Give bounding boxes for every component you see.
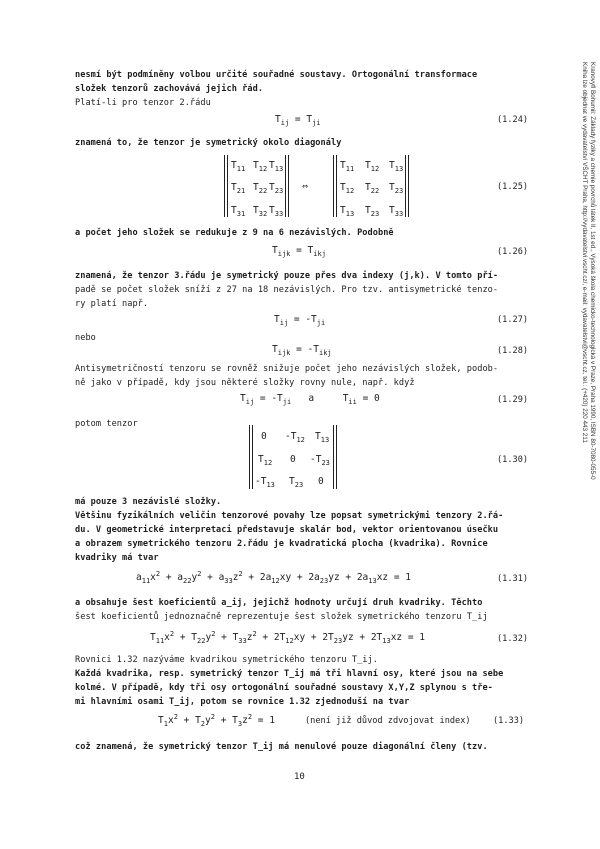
equation-number-1-26: (1.26) — [497, 247, 529, 257]
text-line-20: Rovnici 1.32 nazýváme kvadrikou symetrického tenzoru T_ij. — [75, 655, 378, 665]
equation-number-1-29: (1.29) — [497, 395, 529, 405]
text-line-19: šest koeficientů jednoznačně reprezentuje šest složek symetrického tenzoru T_ij — [75, 612, 488, 622]
equation-number-1-30: (1.30) — [497, 455, 529, 465]
equation-1-33: $T_1x^2 + T_2y^2 + T_3z^2 = 1$ — [158, 713, 275, 729]
text-line-10: Antisymetričností tenzoru se rovněž snižuje počet jeho nezávislých složek, podob- — [75, 364, 499, 374]
text-line-21: Každá kvadrika, resp. symetrický tenzor T_ij má tři hlavní osy, které jsou na sebe — [75, 669, 504, 679]
double-arrow-icon: ⇔ — [302, 181, 309, 192]
equation-number-1-24: (1.24) — [497, 115, 529, 125]
equation-number-1-31: (1.31) — [497, 574, 529, 584]
text-line-18: a obsahuje šest koeficientů a_ij, jejichž hodnoty určují druh kvadriky. Těchto — [75, 598, 483, 608]
text-line-14: Většinu fyzikálních veličin tenzorové povahy lze popsat symetrickými tenzory 2.řá- — [75, 511, 504, 521]
text-line-7: padě se počet složek sníží z 27 na 18 nezávislých. Pro tzv. antisymetrické tenzo- — [75, 285, 499, 295]
side-note-line-1: Kranovyfl Bohumil: Základy fyziky a chemie povrchů látek II, 1st ed., Vysoká škola chemicko-technologická v Praze, Praha 1990, ISBN 80-7080-055-0 — [589, 62, 596, 480]
document-page: Kranovyfl Bohumil: Základy fyziky a chemie povrchů látek II, 1st ed., Vysoká škola chemicko-technologická v Praze, Praha 1990, ISBN 80-7080-055-0 Kniha lze objednat ve vydavatelství VŠCHT Praha, http://vydavatelstvi.vscht.cz/, e-mail: vydavatelstvi@vscht.cz, tel.: (+420) 220 443 211 nesmí být podmíněny volbou určité souřadné soustavy. Ortogonální transformace složek tenzorů zachovává jejich řád. Platí-li pro tenzor 2.řádu $T_{ij} = T_{ji}$ (1.24) znamená to, že tenzor je symetrický okolo diagonály $T_{11}$ $T_{12}$ $T_{13}$ $T_{21}$ $T_{22}$ $T_{23}$ $T_{31}$ $T_{32}$ $T_{33}$ ⇔ $T_{11}$ $T_{12}$ $T_{13}$ $T_{12}$ $T_{22}$ $T_{23}$ $T_{13}$ $T_{23}$ $T_{33}$ (1.25) a počet jeho složek se redukuje z 9 na 6 nezávislých. Podobně $T_{ijk} = T_{ikj}$ (1.26) znamená, že tenzor 3.řádu je symetrický pouze přes dva indexy (j,k). V tomto pří- padě se počet složek sníží z 27 na 18 nezávislých. Pro tzv. antisymetrické tenzo- ry platí např. $T_{ij} = -T_{ji}$ (1.27) nebo $T_{ijk} = -T_{ikj}$ (1.28) Antisymetričností tenzoru se rovněž snižuje počet jeho nezávislých složek, podob- ně jako v případě, kdy jsou některé složky rovny nule, např. když $T_{ij} = -T_{ji}$ a $T_{ii} = 0$ (1.29) potom tenzor 0 $-T_{12}$ $T_{13}$ $T_{12}$ 0 $-T_{23}$ $-T_{13}$ $T_{23}$ 0 (1.30) má pouze 3 nezávislé složky. Většinu fyzikálních veličin tenzorové povahy lze popsat symetrickými tenzory 2.řá- du. V geometrické interpretaci představuje skalár bod, vektor orientovanou úsečku a obrazem symetrického tenzoru 2.řádu je kvadratická plocha (kvadrika). Rovnice kvadriky má tvar $a_{11}x^2 + a_{22}y^2 + a_{33}z^2 + 2a_{12}xy + 2a_{23}yz + 2a_{13}xz = 1$ (1.31) a obsahuje šest koeficientů a_ij, jejichž hodnoty určují druh kvadriky. Těchto šest koeficientů jednoznačně reprezentuje šest složek symetrického tenzoru T_ij $T_{11}x^2 + T_{22}y^2 + T_{33}z^2 + 2T_{12}xy + 2T_{23}yz + 2T_{13}xz = 1$ (1.32) Rovnici 1.32 nazýváme kvadrikou symetrického tenzoru T_ij. Každá kvadrika, resp. symetrický tenzor T_ij má tři hlavní osy, které jsou na sebe kolmé. V případě, kdy tři osy ortogonální souřadné soustavy X,Y,Z splynou s tře- mi hlavními osami T_ij, potom se rovnice 1.32 zjednoduší na tvar $T_1x^2 + T_2y^2 + T_3z^2 = 1$ (není již důvod zdvojovat index) (1.33) což znamená, že symetrický tenzor T_ij má nenulové pouze diagonální členy (tzv. 10 — [75, 62, 596, 782]
text-line-16: a obrazem symetrického tenzoru 2.řádu je kvadratická plocha (kvadrika). Rovnice — [75, 539, 488, 549]
side-margin-note — [580, 62, 596, 480]
text-line-5: a počet jeho složek se redukuje z 9 na 6 nezávislých. Podobně — [75, 228, 394, 238]
text-line-24: což znamená, že symetrický tenzor T_ij má nenulové pouze diagonální členy (tzv. — [75, 742, 488, 752]
text-line-6: znamená, že tenzor 3.řádu je symetrický pouze přes dva indexy (j,k). V tomto pří- — [75, 271, 499, 281]
text-line-12: potom tenzor — [75, 419, 138, 429]
equation-number-1-27: (1.27) — [497, 315, 529, 325]
side-note-line-2: Kniha lze objednat ve vydavatelství VŠCHT Praha, http://vydavatelstvi.vscht.cz/, e-mail: vydavatelstvi@vscht.cz, tel.: (+420) 220 443 211 — [581, 62, 588, 443]
equation-number-1-33: (1.33) — [493, 716, 525, 726]
equation-1-27: $T_{ij} = -T_{ji}$ — [274, 314, 326, 327]
equation-1-26: $T_{ijk} = T_{ikj}$ — [272, 245, 326, 258]
text-line-13: má pouze 3 nezávislé složky. — [75, 497, 222, 507]
page-number: 10 — [294, 772, 305, 782]
equation-1-31: $a_{11}x^2 + a_{22}y^2 + a_{33}z^2 + 2a_{12}xy + 2a_{23}yz + 2a_{13}xz = 1$ — [136, 570, 412, 586]
text-line-1: nesmí být podmíněny volbou určité souřadné soustavy. Ortogonální transformace — [75, 70, 478, 80]
equation-1-28: $T_{ijk} = -T_{ikj}$ — [272, 344, 332, 357]
text-line-2: složek tenzorů zachovává jejich řád. — [75, 84, 264, 94]
text-line-15: du. V geometrické interpretaci představuje skalár bod, vektor orientovanou úsečku — [75, 525, 499, 535]
text-line-9: nebo — [75, 333, 96, 343]
equation-number-1-32: (1.32) — [497, 634, 529, 644]
text-line-3: Platí-li pro tenzor 2.řádu — [75, 98, 211, 108]
text-line-17: kvadriky má tvar — [75, 553, 159, 563]
text-line-22: kolmé. V případě, kdy tři osy ortogonální souřadné soustavy X,Y,Z splynou s tře- — [75, 683, 493, 693]
equation-1-33-note: (není již důvod zdvojovat index) — [305, 716, 471, 726]
text-line-11: ně jako v případě, kdy jsou některé složky rovny nule, např. když — [75, 378, 415, 388]
text-line-8: ry platí např. — [75, 299, 149, 309]
equation-number-1-28: (1.28) — [497, 346, 529, 356]
text-line-4: znamená to, že tenzor je symetrický okolo diagonály — [75, 138, 342, 148]
equation-1-24: $T_{ij} = T_{ji}$ — [275, 114, 321, 127]
equation-1-32: $T_{11}x^2 + T_{22}y^2 + T_{33}z^2 + 2T_{12}xy + 2T_{23}yz + 2T_{13}xz = 1$ — [150, 630, 426, 646]
equation-number-1-25: (1.25) — [497, 182, 529, 192]
text-line-23: mi hlavními osami T_ij, potom se rovnice 1.32 zjednoduší na tvar — [75, 697, 410, 707]
equation-1-29: $T_{ij} = -T_{ji}$ a $T_{ii} = 0$ — [240, 393, 380, 406]
